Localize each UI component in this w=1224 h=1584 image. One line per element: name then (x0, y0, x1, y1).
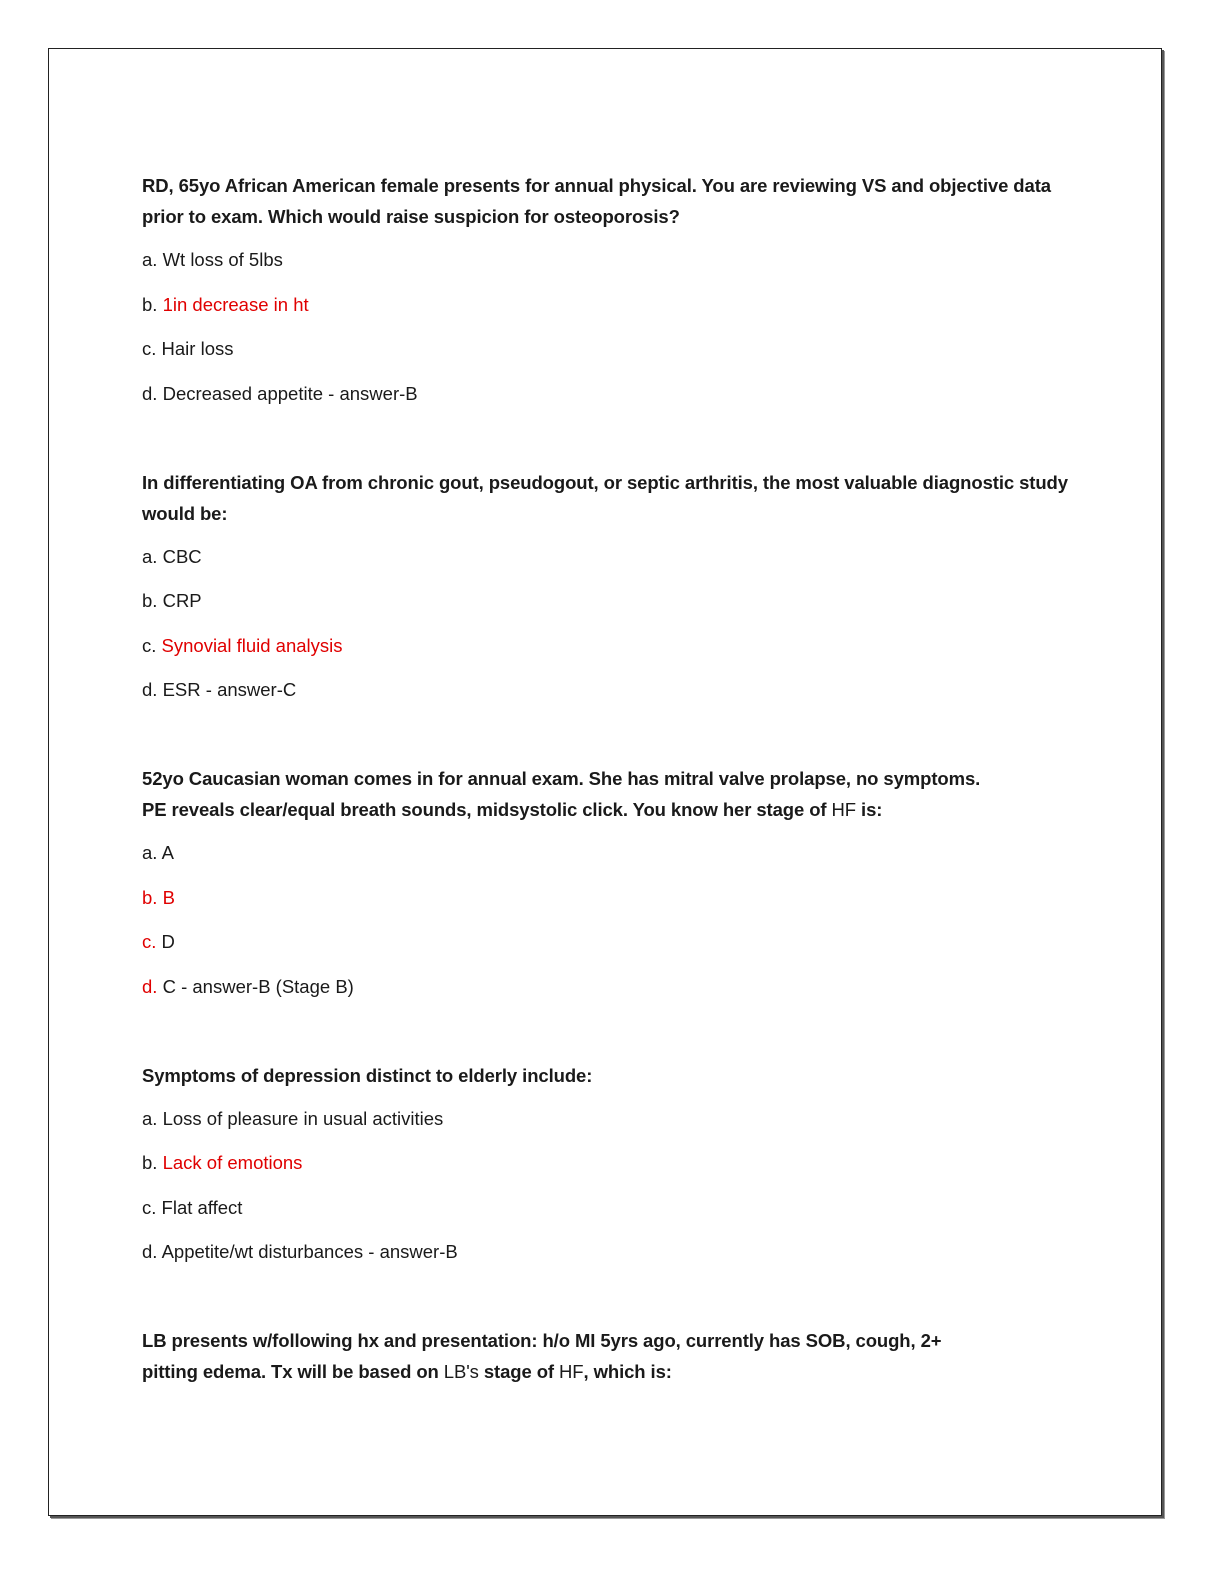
stem-text: pitting edema. Tx will be based on (142, 1361, 444, 1382)
question-stem-line (142, 1356, 1072, 1387)
stem-text: is: (856, 799, 883, 820)
question-stem (142, 1325, 1072, 1387)
option-text: CBC (162, 545, 202, 567)
option-prefix: d. (142, 975, 163, 997)
option-prefix: a. (142, 249, 163, 270)
option-text-correct: B (162, 886, 175, 908)
option-prefix: a. (142, 1107, 163, 1129)
stem-text: PE reveals clear/equal breath sounds, midsystolic click. You know her stage of (142, 799, 832, 820)
answer-key: - answer-B (323, 382, 418, 404)
option-prefix: c. (142, 931, 162, 952)
option-prefix: b. (142, 293, 163, 315)
option-text: Loss of pleasure in usual activities (162, 1107, 444, 1129)
option-text: Wt loss of 5lbs (162, 249, 283, 270)
question-stem: RD, 65yo African American female presents for annual physical. You are reviewing VS and objective data prior to exam. Which would raise suspicion for osteoporosis? (142, 175, 1051, 227)
option-text: D (161, 931, 175, 952)
stem-text: stage of (478, 1361, 560, 1382)
option-text: Hair loss (161, 338, 234, 359)
question-stem-line: 52yo Caucasian woman comes in for annual exam. She has mitral valve prolapse, no symptoms. (142, 768, 981, 789)
question-5 (142, 1325, 1072, 1387)
option-prefix: b. (142, 590, 163, 611)
option-prefix: a. (142, 842, 162, 863)
option-a (142, 837, 1072, 868)
option-c (142, 333, 1072, 364)
option-b (142, 289, 1072, 320)
option-text-correct: Synovial fluid analysis (161, 634, 343, 656)
option-b (142, 585, 1072, 616)
option-d (142, 674, 1072, 705)
question-stem (142, 763, 1072, 825)
option-a (142, 244, 1072, 275)
option-c (142, 926, 1072, 957)
option-d (142, 1236, 1072, 1267)
option-text: Decreased appetite (162, 382, 324, 404)
question-stem: In differentiating OA from chronic gout, pseudogout, or septic arthritis, the most valuable diagnostic study would be: (142, 471, 1068, 524)
option-text: ESR (162, 679, 201, 700)
option-b (142, 882, 1072, 913)
stem-term: LB's (443, 1361, 479, 1382)
option-text: Flat affect (161, 1196, 243, 1218)
option-prefix: d. (142, 382, 163, 404)
option-c (142, 630, 1072, 661)
option-text: C (162, 975, 176, 997)
answer-key: - answer-B (Stage B) (175, 975, 354, 997)
question-stem-line: LB presents w/following hx and presentation: h/o MI 5yrs ago, currently has SOB, cough, 2+ (142, 1330, 942, 1351)
question-stem: Symptoms of depression distinct to elderly include: (142, 1064, 593, 1086)
option-prefix: d. (142, 679, 163, 700)
question-1 (142, 170, 1072, 409)
option-prefix: c. (142, 634, 162, 656)
option-b (142, 1147, 1072, 1178)
option-prefix: b. (142, 886, 163, 908)
stem-term: HF (831, 799, 856, 820)
option-d (142, 378, 1072, 409)
question-4 (142, 1060, 1072, 1268)
option-prefix: a. (142, 545, 163, 567)
option-prefix: c. (142, 338, 162, 359)
answer-key: - answer-B (363, 1241, 458, 1262)
option-a (142, 541, 1072, 572)
option-text: Appetite/wt disturbances (161, 1241, 364, 1262)
option-c (142, 1192, 1072, 1223)
question-3 (142, 763, 1072, 1002)
option-text: CRP (162, 590, 202, 611)
option-text: A (161, 842, 174, 863)
stem-text: , which is: (583, 1361, 672, 1382)
question-stem-line (142, 794, 1072, 825)
option-text-correct: 1in decrease in ht (162, 293, 309, 315)
document-content (142, 170, 1072, 1445)
option-a (142, 1103, 1072, 1134)
option-prefix: c. (142, 1196, 162, 1218)
option-d (142, 971, 1072, 1002)
option-prefix: b. (142, 1152, 163, 1173)
answer-key: - answer-C (200, 679, 297, 700)
stem-term: HF (559, 1361, 584, 1382)
question-2 (142, 467, 1072, 706)
option-prefix: d. (142, 1241, 162, 1262)
option-text-correct: Lack of emotions (162, 1152, 303, 1173)
